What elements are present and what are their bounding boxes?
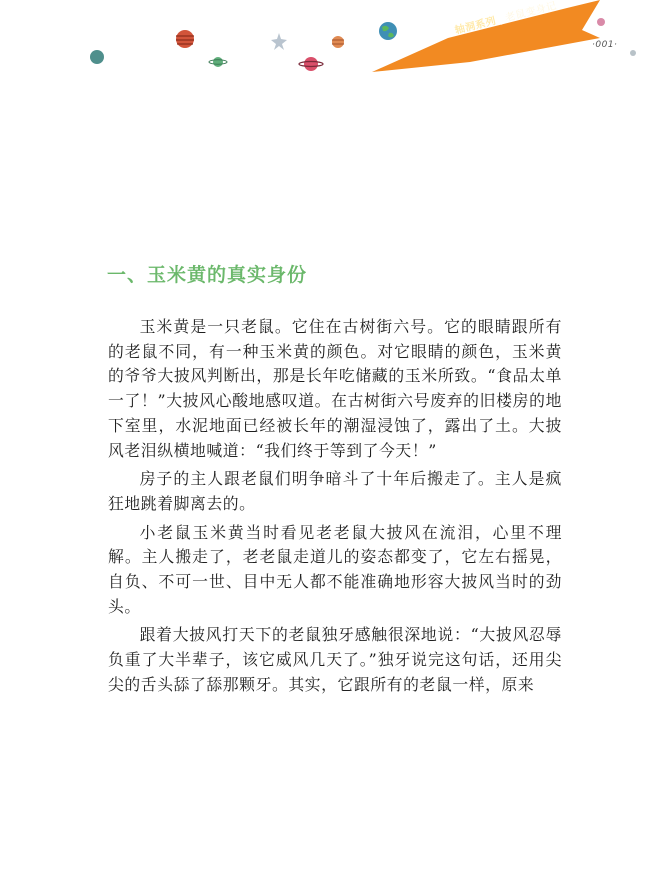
ringed-planet-icon bbox=[299, 57, 323, 71]
earth-icon bbox=[379, 22, 397, 40]
chapter-title: 一、玉米黄的真实身份 bbox=[107, 264, 308, 286]
striped-planet-icon bbox=[176, 30, 194, 48]
teal-dot-icon bbox=[90, 50, 104, 64]
paragraph: 跟着大披风打天下的老鼠独牙感触很深地说：“大披风忍辱负重了大半辈子，该它威风几天了。”独牙说完这句话，还用尖尖的舌头舔了舔那颗牙。其实，它跟所有的老鼠一样，原来 bbox=[108, 625, 562, 694]
series-name: 轴洞系列 bbox=[453, 15, 498, 37]
paragraph: 小老鼠玉米黄当时看见老老鼠大披风在流泪，心里不理解。主人搬走了，老老鼠走道儿的姿态都变了，它左右摇晃，自负、不可一世、目中无人都不能准确地形容大披风当时的劲头。 bbox=[108, 522, 562, 616]
small-ringed-planet-icon bbox=[209, 57, 227, 67]
paragraph: 玉米黄是一只老鼠。它住在古树街六号。它的眼睛跟所有的老鼠不同，有一种玉米黄的颜色。对它眼睛的颜色，玉米黄的爷爷大披风判断出，那是长年吃储藏的玉米所致。“食品太单一了！”大披风心酸地感叹道。在古树街六号废弃的旧楼房的地下室里，水泥地面已经被长年的潮湿浸蚀了，露出了土。大披风老泪纵横地喊道：“我们终于等到了今天！” bbox=[108, 317, 562, 460]
pink-dot-icon bbox=[597, 18, 605, 26]
book-title: 老鼠变身记 bbox=[504, 0, 558, 25]
chapter-body bbox=[108, 315, 562, 702]
small-striped-planet-icon bbox=[332, 36, 344, 48]
star-icon bbox=[271, 33, 287, 50]
grey-dot-icon bbox=[630, 50, 636, 56]
header-decoration bbox=[0, 0, 665, 90]
title-banner bbox=[372, 0, 600, 72]
page-number: ·001· bbox=[592, 40, 618, 50]
paragraph: 房子的主人跟老鼠们明争暗斗了十年后搬走了。主人是疯狂地跳着脚离去的。 bbox=[108, 469, 562, 513]
banner-separator: | bbox=[497, 14, 505, 26]
